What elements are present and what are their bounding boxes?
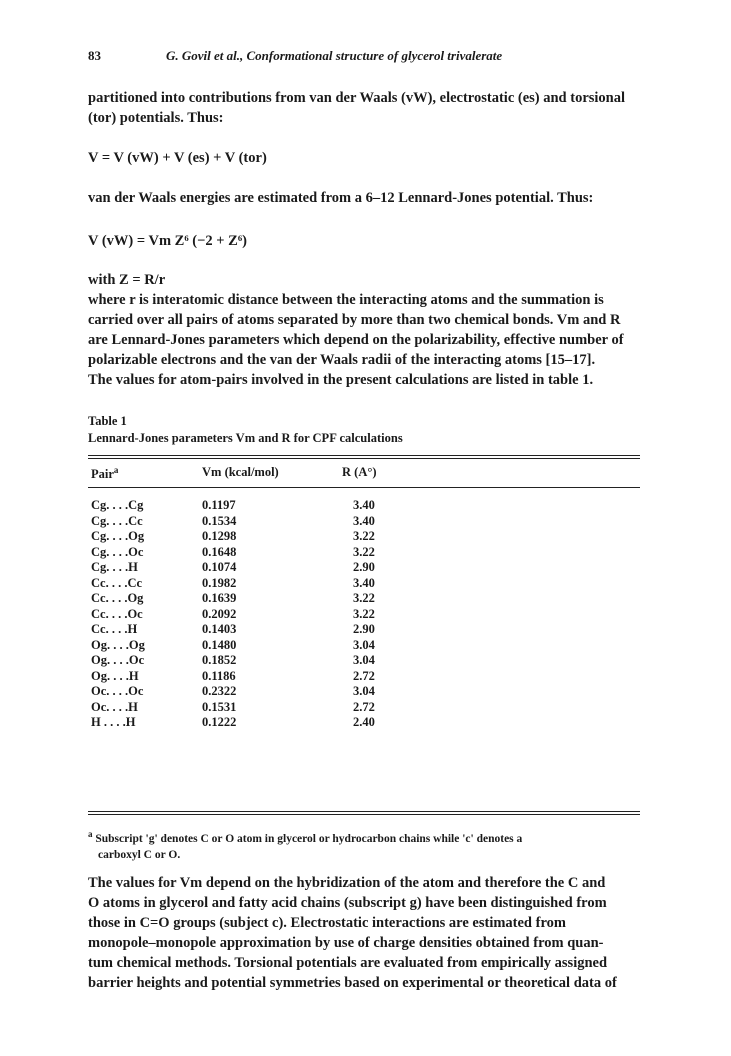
footnote-line: $^a$ Subscript 'g' denotes C or O atom in glycerol or hydrocarbon chains while 'c' denotes a [88, 829, 523, 845]
cell-vm: 0.1531 [202, 699, 237, 714]
text-line: tum chemical methods. Torsional potentials are evaluated from empirically assigned [88, 955, 608, 971]
table-row [88, 700, 640, 716]
cell-r: 2.40 [353, 715, 375, 729]
table-header-rule [88, 487, 640, 488]
table-row [88, 560, 640, 576]
cell-pair: Og. . . .Oc [91, 653, 145, 667]
table-footnote [88, 826, 648, 863]
cell-pair: Cg. . . .H [91, 560, 138, 574]
cell-pair: Cg. . . .Oc [91, 544, 144, 559]
cell-r: 3.04 [353, 653, 375, 667]
table-row [88, 591, 640, 607]
table-row [88, 607, 640, 623]
cell-r: 2.90 [353, 622, 375, 636]
text-line: The values for atom-pairs involved in the present calculations are listed in table 1. [88, 372, 594, 388]
column-header-vm: Vm (kcal/mol) [202, 465, 279, 479]
table-title: Lennard-Jones parameters Vm and R for CPF calculations [88, 431, 403, 445]
paragraph-2: van der Waals energies are estimated from a 6–12 Lennard-Jones potential. Thus: [88, 190, 594, 206]
table-row [88, 622, 640, 638]
paragraph-4 [88, 873, 658, 993]
table-row [88, 715, 640, 731]
text-line: O atoms in glycerol and fatty acid chains (subscript g) have been distinguished from [88, 895, 607, 911]
table-row [88, 684, 640, 700]
table-row [88, 638, 640, 654]
table-row [88, 545, 640, 561]
cell-pair: Oc. . . .H [91, 699, 138, 714]
table-bottom-rule [88, 811, 640, 812]
cell-vm: 0.1298 [202, 529, 237, 543]
cell-vm: 0.1639 [202, 591, 237, 605]
cell-pair: Cg. . . .Cg [91, 498, 144, 512]
cell-r: 3.40 [353, 498, 375, 512]
cell-pair: Oc. . . .Oc [91, 684, 144, 698]
text-line: barrier heights and potential symmetries based on experimental or theoretical data of [88, 975, 617, 991]
cell-pair: Cc. . . .Og [91, 591, 144, 605]
paragraph-3 [88, 270, 658, 390]
table-row [88, 529, 640, 545]
cell-r: 3.40 [353, 513, 375, 528]
table-row [88, 669, 640, 685]
paragraph-1 [88, 88, 658, 128]
text-line: monopole–monopole approximation by use of charge densities obtained from quan- [88, 935, 604, 951]
cell-r: 3.22 [353, 606, 375, 621]
cell-vm: 0.1534 [202, 513, 237, 528]
table-caption [88, 413, 403, 447]
cell-r: 3.04 [353, 684, 375, 698]
text-line: partitioned into contributions from van der Waals (vW), electrostatic (es) and torsional [88, 90, 626, 106]
text-line: where r is interatomic distance between the interacting atoms and the summation is [88, 292, 604, 308]
cell-pair: Og. . . .Og [91, 637, 145, 652]
cell-pair: Og. . . .H [91, 668, 139, 683]
cell-vm: 0.1648 [202, 544, 237, 559]
footnote-line: carboxyl C or O. [98, 848, 181, 861]
cell-vm: 0.1852 [202, 653, 237, 667]
cell-pair: H . . . .H [91, 715, 136, 729]
cell-vm: 0.1074 [202, 560, 237, 574]
table-top-rule [88, 455, 640, 456]
text-line: those in C=O groups (subject c). Electrostatic interactions are estimated from [88, 915, 566, 931]
text-line: carried over all pairs of atoms separated by more than two chemical bonds. Vm and R [88, 312, 621, 328]
cell-vm: 0.2092 [202, 606, 237, 621]
cell-vm: 0.2322 [202, 684, 237, 698]
cell-vm: 0.1197 [202, 498, 236, 512]
cell-vm: 0.1222 [202, 715, 237, 729]
cell-vm: 0.1982 [202, 575, 237, 590]
cell-r: 3.22 [353, 591, 375, 605]
table-bottom-rule-double [88, 814, 640, 815]
column-header-r: R (A°) [342, 465, 377, 479]
equation-vdw: V (vW) = Vm Z⁶ (−2 + Z⁶) [88, 233, 248, 249]
table-row [88, 653, 640, 669]
cell-r: 3.40 [353, 575, 375, 590]
cell-pair: Cc. . . .H [91, 622, 138, 636]
cell-r: 2.72 [353, 699, 375, 714]
table-row [88, 498, 640, 514]
cell-pair: Cc. . . .Oc [91, 606, 143, 621]
cell-r: 3.04 [353, 637, 375, 652]
page-number: 83 [88, 48, 101, 63]
text-line: are Lennard-Jones parameters which depend on the polarizability, effective number of [88, 332, 624, 348]
cell-vm: 0.1403 [202, 622, 237, 636]
table-label: Table 1 [88, 414, 127, 428]
cell-r: 2.72 [353, 668, 375, 683]
text-line: with Z = R/r [88, 272, 166, 288]
table-row [88, 514, 640, 530]
equation-total-potential: V = V (vW) + V (es) + V (tor) [88, 150, 267, 166]
cell-r: 3.22 [353, 544, 375, 559]
column-header-pair: Pair$^a$ [91, 465, 119, 482]
table-row [88, 576, 640, 592]
text-line: The values for Vm depend on the hybridization of the atom and therefore the C and [88, 875, 606, 891]
cell-vm: 0.1480 [202, 637, 237, 652]
text-line: polarizable electrons and the van der Waals radii of the interacting atoms [15–17]. [88, 352, 596, 368]
text-line: (tor) potentials. Thus: [88, 110, 224, 126]
running-title: G. Govil et al., Conformational structure of glycerol trivalerate [166, 48, 503, 63]
cell-pair: Cg. . . .Cc [91, 513, 143, 528]
cell-r: 3.22 [353, 529, 375, 543]
table-body [88, 498, 640, 731]
table-top-rule-double [88, 458, 640, 459]
cell-pair: Cc. . . .Cc [91, 575, 143, 590]
cell-vm: 0.1186 [202, 668, 236, 683]
cell-pair: Cg. . . .Og [91, 529, 145, 543]
cell-r: 2.90 [353, 560, 375, 574]
